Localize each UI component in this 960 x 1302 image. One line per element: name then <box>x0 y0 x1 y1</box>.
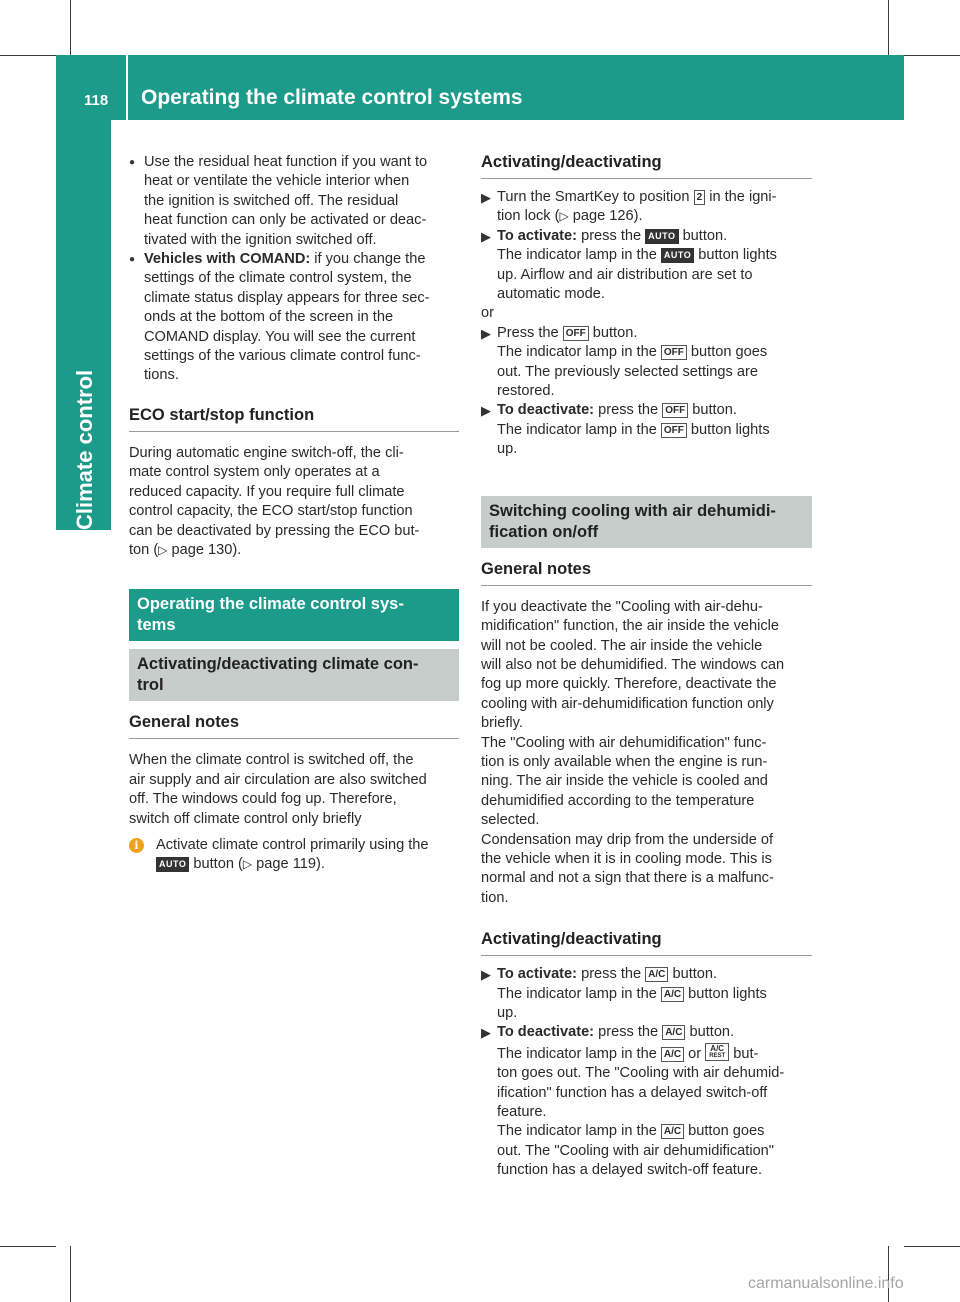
page-number: 118 <box>84 92 109 109</box>
text-line: If you deactivate the "Cooling with air-dehu- <box>481 598 763 615</box>
subsection-heading <box>129 649 459 701</box>
side-tab-label: Climate control <box>72 369 97 530</box>
step-smartkey <box>481 188 812 227</box>
text-line: air supply and air circulation are also switched <box>129 771 427 788</box>
text-line: tion. <box>481 889 509 906</box>
arrow-icon: ▶ <box>481 1025 491 1041</box>
key-position-icon: 2 <box>694 190 706 205</box>
text-line: control capacity, the ECO start/stop function <box>129 503 413 520</box>
bold-label: To activate: <box>497 966 578 983</box>
off-button-icon: OFF <box>661 345 687 360</box>
watermark: carmanualsonline.info <box>748 1275 904 1292</box>
crop-mark <box>888 0 889 55</box>
text-line: automatic mode. <box>497 286 605 303</box>
text-line: tems <box>137 616 176 635</box>
text-line: up. <box>497 441 518 458</box>
text-line: Activating/deactivating climate con- <box>137 655 419 674</box>
text-line: out. The previously selected settings are <box>497 363 758 380</box>
bold-label: To deactivate: <box>497 1024 595 1041</box>
text-line: up. Airflow and air distribution are set to <box>497 266 753 283</box>
auto-button-icon: AUTO <box>645 229 678 244</box>
ac-rest-button-icon <box>705 1043 729 1061</box>
text-line: restored. <box>497 383 555 400</box>
text-span: in the igni- <box>705 189 777 205</box>
text-line: heat function can only be activated or deac- <box>144 212 427 229</box>
ac-button-icon: A/C <box>662 1025 685 1040</box>
off-button-icon: OFF <box>661 423 687 438</box>
text-line: the vehicle when it is in cooling mode. This is <box>481 850 772 867</box>
crop-mark <box>0 55 56 56</box>
activating-heading-2: Activating/deactivating <box>481 930 812 956</box>
bold-label: To deactivate: <box>497 402 595 419</box>
info-note <box>129 836 459 875</box>
section-heading <box>129 589 459 641</box>
text-line: can be deactivated by pressing the ECO but- <box>129 522 420 539</box>
off-button-icon: OFF <box>563 326 589 341</box>
off-button-icon: OFF <box>662 403 688 418</box>
text-line: out. The "Cooling with air dehumidification" <box>497 1142 774 1159</box>
text-span: press the <box>577 227 646 244</box>
text-span: button lights <box>686 421 770 438</box>
text-line: off. The windows could fog up. Therefore, <box>129 791 397 808</box>
step-ac-deactivate <box>481 1023 812 1180</box>
text-span: button. <box>678 227 728 244</box>
ac-button-icon: A/C <box>645 967 668 982</box>
text-span: The indicator lamp in the <box>497 1123 661 1140</box>
bold-label: To activate: <box>497 227 578 244</box>
text-line: function has a delayed switch-off feature. <box>497 1162 763 1179</box>
general-notes-text <box>129 751 459 829</box>
header-separator <box>126 55 128 120</box>
text-line: Condensation may drip from the underside of <box>481 831 774 848</box>
auto-button-icon: AUTO <box>661 248 694 263</box>
crop-mark <box>70 1246 71 1302</box>
bold-label: Vehicles with COMAND: <box>144 251 311 268</box>
crop-mark <box>904 1246 960 1247</box>
arrow-icon: ▶ <box>481 325 491 341</box>
text-line: settings of the various climate control func- <box>144 348 421 365</box>
text-line: tion is only available when the engine is run- <box>481 753 768 770</box>
step-activate <box>481 227 812 305</box>
crop-mark <box>70 0 71 55</box>
ac-button-icon: A/C <box>661 1124 684 1139</box>
page-ref-icon: ▷ <box>158 542 168 557</box>
page-ref-icon: ▷ <box>242 857 253 872</box>
page-ref-icon: ▷ <box>559 209 569 224</box>
left-column <box>129 153 459 875</box>
text-span: The indicator lamp in the <box>497 1045 661 1062</box>
text-span: button. <box>668 966 718 983</box>
text-line: briefly. <box>481 715 523 732</box>
text-line: fog up more quickly. Therefore, deactivate the <box>481 676 777 693</box>
arrow-icon: ▶ <box>481 967 491 983</box>
ac-rest-top: A/C <box>710 1043 725 1053</box>
text-line: reduced capacity. If you require full climate <box>129 483 405 500</box>
bullet-icon: ● <box>129 254 136 266</box>
text-line: During automatic engine switch-off, the cli- <box>129 444 404 461</box>
text-span: button. <box>588 324 638 341</box>
text-span: The indicator lamp in the <box>497 985 661 1002</box>
text-line: climate status display appears for three sec- <box>144 289 430 306</box>
text-span: tion lock ( <box>497 208 560 225</box>
text-line: onds at the bottom of the screen in the <box>144 309 394 326</box>
ac-button-icon: A/C <box>661 987 684 1002</box>
text-span: button goes <box>686 344 768 361</box>
page-ref-link[interactable]: page 119). <box>252 856 325 873</box>
text-line: Operating the climate control sys- <box>137 595 404 614</box>
text-span: Turn the SmartKey to position <box>497 189 694 205</box>
bullet-residual-heat <box>129 153 459 250</box>
text-span: The indicator lamp in the <box>497 344 661 361</box>
arrow-icon: ▶ <box>481 228 491 244</box>
text-line: midification" function, the air inside the vehicle <box>481 618 780 635</box>
text-span: or <box>684 1045 706 1062</box>
text-line: Activate climate control primarily using the <box>156 836 429 853</box>
text-span: Press the <box>497 324 563 341</box>
eco-text <box>129 444 459 560</box>
text-line: tivated with the ignition switched off. <box>144 231 377 248</box>
text-span: button. <box>685 1024 735 1041</box>
text-line: will not be cooled. The air inside the vehicle <box>481 637 763 654</box>
text-span: press the <box>577 966 646 983</box>
text-span: The indicator lamp in the <box>497 421 661 438</box>
text-span: if you change the <box>310 251 426 268</box>
text-line: selected. <box>481 812 540 829</box>
text-line: The "Cooling with air dehumidification" func- <box>481 734 767 751</box>
step-ac-activate <box>481 965 812 1023</box>
text-line: mate control system only operates at a <box>129 464 380 481</box>
text-line: Use the residual heat function if you want to <box>144 154 428 170</box>
crop-mark <box>904 55 960 56</box>
page-ref-link[interactable]: page 130). <box>167 541 242 558</box>
text-line: Switching cooling with air dehumidi- <box>489 501 776 520</box>
info-icon: i <box>129 838 144 853</box>
arrow-icon: ▶ <box>481 403 491 419</box>
text-line: dehumidified according to the temperature <box>481 792 755 809</box>
text-line: heat or ventilate the vehicle interior when <box>144 173 410 190</box>
text-line: ton goes out. The "Cooling with air dehumid- <box>497 1065 785 1082</box>
text-line: normal and not a sign that there is a malfunc- <box>481 870 774 887</box>
step-off <box>481 324 812 402</box>
eco-heading: ECO start/stop function <box>129 406 459 432</box>
ac-button-icon: A/C <box>661 1047 684 1062</box>
page-title: Operating the climate control systems <box>141 86 523 109</box>
text-span: button goes <box>684 1123 765 1140</box>
page-ref-link[interactable]: page 126). <box>568 208 643 225</box>
text-line: tions. <box>144 367 179 384</box>
text-line: ning. The air inside the vehicle is cooled and <box>481 773 768 790</box>
text-line: When the climate control is switched off, the <box>129 752 414 769</box>
bullet-icon: ● <box>129 157 136 168</box>
text-line: COMAND display. You will see the current <box>144 328 416 345</box>
text-line: settings of the climate control system, the <box>144 270 412 287</box>
general-notes-text-2 <box>481 598 812 909</box>
text-span: button lights <box>694 247 777 264</box>
crop-mark <box>0 1246 56 1247</box>
text-line: switch off climate control only briefly <box>129 810 362 827</box>
auto-button-icon: AUTO <box>156 857 189 872</box>
right-column <box>481 153 812 1181</box>
text-line: ification" function has a delayed switch-off <box>497 1084 768 1101</box>
text-span: button lights <box>684 985 767 1002</box>
activating-heading: Activating/deactivating <box>481 153 812 179</box>
text-line: feature. <box>497 1104 547 1121</box>
text-span: The indicator lamp in the <box>497 247 661 264</box>
text-line: the ignition is switched off. The residual <box>144 192 399 209</box>
or-text: or <box>481 305 494 322</box>
text-span: but- <box>729 1045 759 1062</box>
text-line: fication on/off <box>489 522 599 541</box>
text-line: trol <box>137 676 164 695</box>
text-span: button. <box>688 402 737 419</box>
bullet-comand <box>129 250 459 386</box>
arrow-icon: ▶ <box>481 190 491 205</box>
general-notes-heading-2: General notes <box>481 560 812 586</box>
crop-mark <box>888 1246 889 1302</box>
general-notes-heading: General notes <box>129 713 459 739</box>
text-span: press the <box>594 402 663 419</box>
text-span: press the <box>594 1024 663 1041</box>
text-line: cooling with air-dehumidification function only <box>481 695 774 712</box>
text-span: ton ( <box>129 541 159 558</box>
cooling-heading <box>481 496 812 548</box>
text-line: up. <box>497 1005 518 1021</box>
text-span: button ( <box>189 856 243 873</box>
text-line: will also not be dehumidified. The windows can <box>481 656 785 673</box>
step-deactivate <box>481 401 812 459</box>
ac-rest-bottom: REST <box>709 1052 726 1059</box>
